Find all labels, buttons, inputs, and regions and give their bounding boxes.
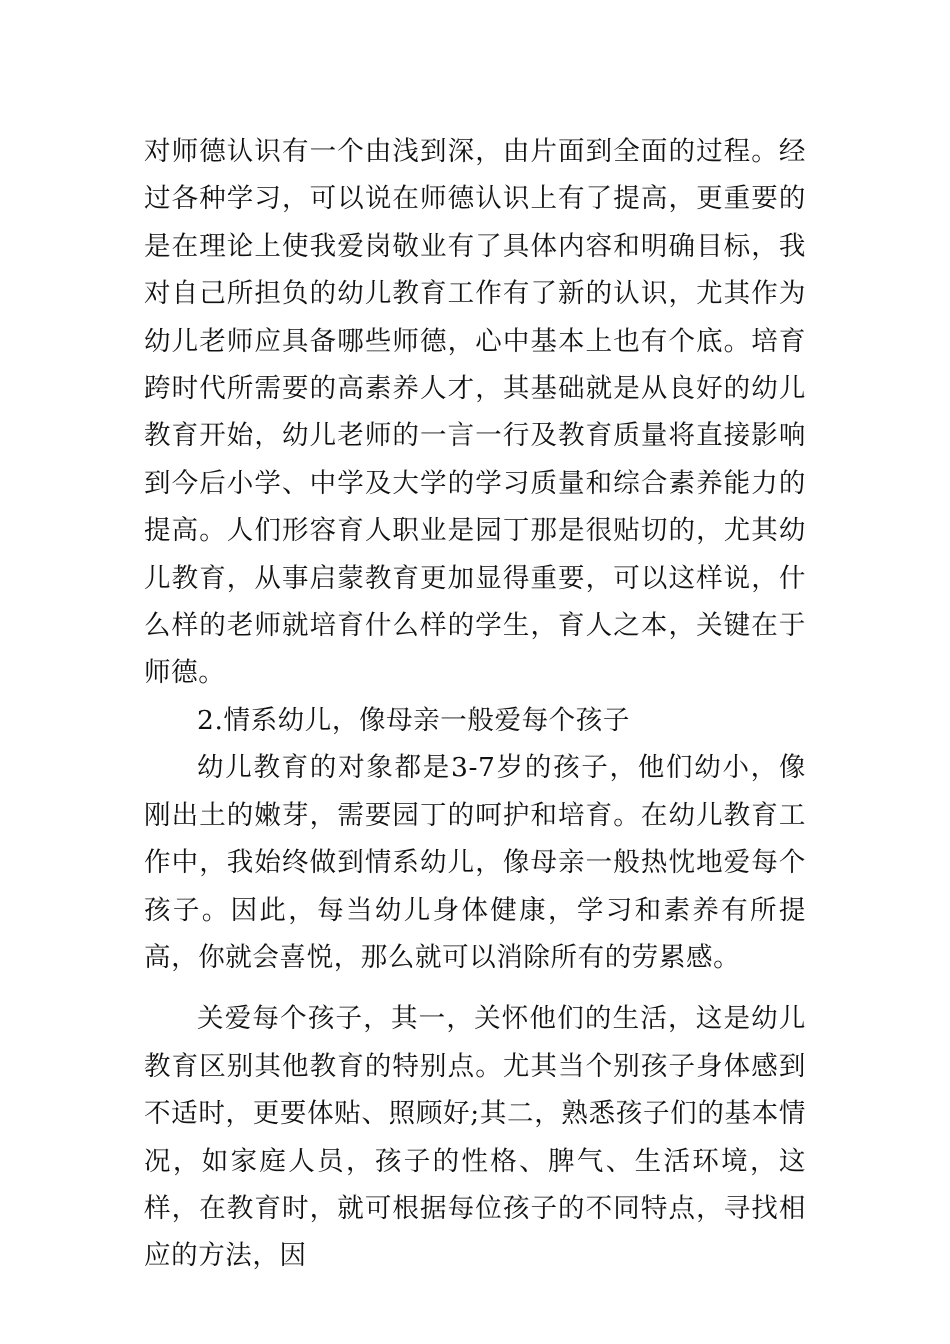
section-heading: 2.情系幼儿，像母亲一般爱每个孩子: [197, 704, 630, 736]
document-body: [144, 128, 806, 1280]
paragraph-1: 对师德认识有一个由浅到深，由片面到全面的过程。经过各种学习，可以说在师德认识上有了提高，更重要的是在理论上使我爱岗敬业有了具体内容和明确目标，我对自己所担负的幼儿教育工作有了新的认识，尤其作为幼儿老师应具备哪些师德，心中基本上也有个底。培育跨时代所需要的高素养人才，其基础就是从良好的幼儿教育开始，幼儿老师的一言一行及教育质量将直接影响到今后小学、中学及大学的学习质量和综合素养能力的提高。人们形容育人职业是园丁那是很贴切的，尤其幼儿教育，从事启蒙教育更加显得重要，可以这样说，什么样的老师就培育什么样的学生，育人之本，关键在于师德。: [144, 136, 806, 689]
paragraph-3: 关爱每个孩子，其一，关怀他们的生活，这是幼儿教育区别其他教育的特别点。尤其当个别孩子身体感到不适时，更要体贴、照顾好;其二，熟悉孩子们的基本情况，如家庭人员，孩子的性格、脾气、生活环境，这样，在教育时，就可根据每位孩子的不同特点，寻找相应的方法，因: [144, 1003, 806, 1272]
paragraph-2: 幼儿教育的对象都是3-7岁的孩子，他们幼小，像刚出土的嫩芽，需要园丁的呵护和培育。在幼儿教育工作中，我始终做到情系幼儿，像母亲一般热忱地爱每个孩子。因此，每当幼儿身体健康，学习和素养有所提高，你就会喜悦，那么就可以消除所有的劳累感。: [144, 752, 806, 973]
